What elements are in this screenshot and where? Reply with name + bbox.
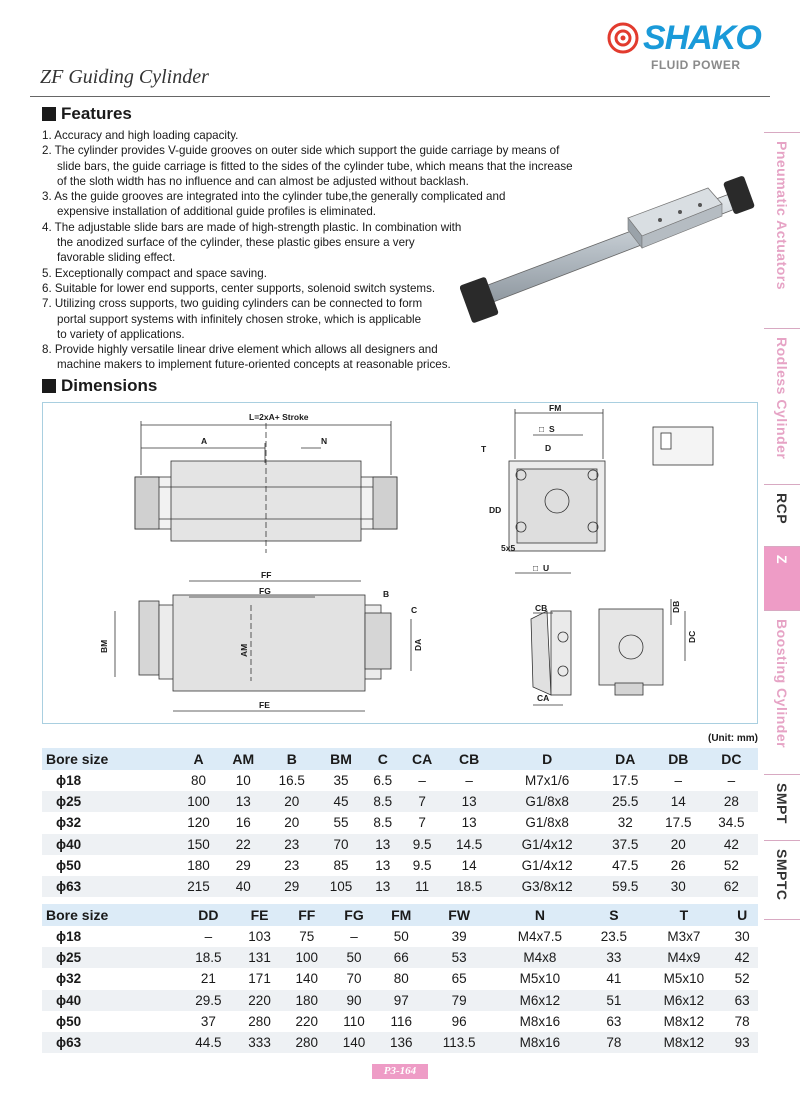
label-b: B xyxy=(383,589,390,599)
table-cell: 40 xyxy=(221,876,265,897)
table-row xyxy=(42,876,758,897)
label-cb: CB xyxy=(535,603,548,613)
label-d: D xyxy=(545,443,552,453)
table-row xyxy=(42,812,758,833)
table-cell: 8.5 xyxy=(373,815,393,831)
table-cell: 6.5 xyxy=(373,773,393,789)
label-am: AM xyxy=(239,643,249,657)
table-cell: 35 xyxy=(333,773,349,789)
table-cell: 65 xyxy=(451,971,467,987)
table-cell: 62 xyxy=(705,876,758,897)
table-cell: 17.5 xyxy=(612,773,639,789)
table-row xyxy=(42,968,758,989)
shako-logo-icon xyxy=(607,22,639,54)
header-divider xyxy=(30,96,770,97)
table-cell: 131 xyxy=(236,947,283,968)
table-cell: 75 xyxy=(299,929,315,945)
table-cell: 136 xyxy=(378,1032,425,1053)
tab-smpt[interactable]: SMPT xyxy=(764,774,800,840)
column-header: FM xyxy=(378,904,425,926)
table-cell: 93 xyxy=(726,1032,758,1053)
table-cell: M4x9 xyxy=(641,947,726,968)
table-cell: 180 xyxy=(283,990,330,1011)
table-cell: 42 xyxy=(726,947,758,968)
table-cell: ϕ63 xyxy=(42,876,176,897)
table-cell: 280 xyxy=(283,1032,330,1053)
table-cell: ϕ63 xyxy=(42,1032,181,1053)
dimension-drawing xyxy=(42,402,758,724)
table-cell: 9.5 xyxy=(402,834,443,855)
tab-pneumatic-actuators[interactable]: Pneumatic Actuators xyxy=(764,132,800,328)
table-cell: 9.5 xyxy=(412,857,432,873)
column-header: N xyxy=(494,904,587,926)
table-cell: 63 xyxy=(726,990,758,1011)
table-cell: M8x12 xyxy=(641,1032,726,1053)
unit-label: (Unit: mm) xyxy=(708,733,758,744)
table-cell: 140 xyxy=(330,1032,377,1053)
table-cell: 20 xyxy=(265,791,318,812)
table-cell: 22 xyxy=(221,834,265,855)
table-cell: 47.5 xyxy=(612,857,639,873)
table-cell: M4x8 xyxy=(494,947,587,968)
table-cell: ϕ40 xyxy=(42,990,181,1011)
table-cell: 180 xyxy=(187,857,210,873)
dimensions-heading: Dimensions xyxy=(42,376,157,396)
table-cell: ϕ32 xyxy=(56,815,82,831)
table-cell: G1/8x8 xyxy=(496,791,599,812)
table-cell: 80 xyxy=(393,971,409,987)
dimension-drawing-svg xyxy=(43,403,759,725)
product-image xyxy=(460,170,760,330)
label-db: DB xyxy=(671,600,681,613)
table-cell: 23 xyxy=(265,834,318,855)
table-cell: 70 xyxy=(346,971,362,987)
column-header: DB xyxy=(652,748,705,770)
tab-rodless-cylinder[interactable]: Rodless Cylinder xyxy=(764,328,800,484)
table-cell: 25.5 xyxy=(599,791,652,812)
brand-logo xyxy=(607,18,767,80)
table-cell: ϕ50 xyxy=(56,857,82,873)
table-cell: 13 xyxy=(364,834,402,855)
label-fe: FE xyxy=(259,700,270,710)
table-cell: – xyxy=(350,929,358,945)
table-cell: 29.5 xyxy=(181,990,236,1011)
table-cell: G1/4x12 xyxy=(521,857,573,873)
table-cell: 29 xyxy=(265,876,318,897)
table-cell: M5x10 xyxy=(519,971,561,987)
table-cell: 30 xyxy=(734,929,750,945)
table-cell: 150 xyxy=(176,834,221,855)
column-header: BM xyxy=(318,748,363,770)
table-cell: 52 xyxy=(723,857,739,873)
table-cell: M3x7 xyxy=(667,929,701,945)
table-cell: 28 xyxy=(705,791,758,812)
label-fm: FM xyxy=(549,403,562,413)
table-cell: 220 xyxy=(236,990,283,1011)
table-cell: 78 xyxy=(586,1032,641,1053)
table-cell: – xyxy=(465,773,473,789)
brand-subtitle: FLUID POWER xyxy=(651,58,741,72)
table-cell: 37.5 xyxy=(599,834,652,855)
label-square-u: □ xyxy=(533,563,539,573)
table-cell: 7 xyxy=(418,815,426,831)
column-header: S xyxy=(586,904,641,926)
label-square-s: □ xyxy=(539,424,545,434)
feature-item: 7. Utilizing cross supports, two guiding cylinders can be connected to form portal support systems with infinitely chosen stroke, which is applicable to variety of applications. xyxy=(42,297,423,341)
dimension-table-2 xyxy=(42,904,758,1053)
table-cell: 32 xyxy=(617,815,633,831)
label-ff: FF xyxy=(261,570,272,580)
table-cell: 59.5 xyxy=(599,876,652,897)
table-cell: 13 xyxy=(375,857,391,873)
table-cell: 39 xyxy=(451,929,467,945)
tab-rcp[interactable]: RCP xyxy=(764,484,800,546)
table-cell: 20 xyxy=(652,834,705,855)
table-cell: 23.5 xyxy=(600,929,628,945)
column-header: FG xyxy=(330,904,377,926)
table-cell: G1/8x8 xyxy=(525,815,569,831)
column-header: DD xyxy=(181,904,236,926)
column-header: U xyxy=(726,904,758,926)
table-cell: 33 xyxy=(586,947,641,968)
table-cell: 97 xyxy=(378,990,425,1011)
table-cell: 215 xyxy=(176,876,221,897)
table-cell: 110 xyxy=(343,1013,365,1029)
table-row xyxy=(42,770,758,791)
feature-item: 6. Suitable for lower end supports, center supports, solenoid switch systems. xyxy=(42,281,436,295)
label-fg: FG xyxy=(259,586,271,596)
feature-item: 1. Accuracy and high loading capacity. xyxy=(42,129,239,142)
table-cell: M8x16 xyxy=(494,1032,587,1053)
table-cell: 66 xyxy=(378,947,425,968)
table-row xyxy=(42,947,758,968)
table-cell: – xyxy=(727,773,736,789)
table-cell: 44.5 xyxy=(181,1032,236,1053)
table-cell: 90 xyxy=(330,990,377,1011)
table-cell: ϕ25 xyxy=(42,947,181,968)
table-cell: 16 xyxy=(235,815,251,831)
label-bm: BM xyxy=(99,639,109,653)
table-cell: 80 xyxy=(191,773,207,789)
table-cell: M7x1/6 xyxy=(525,773,570,789)
brand-name: SHAKO xyxy=(643,19,761,57)
column-header: T xyxy=(641,904,726,926)
table-cell: 21 xyxy=(200,971,216,987)
table-cell: 120 xyxy=(187,815,210,831)
table-cell: 13 xyxy=(364,876,402,897)
table-cell: 13 xyxy=(221,791,265,812)
label-n: N xyxy=(321,436,328,446)
category-sidebar xyxy=(764,132,800,920)
feature-item: 4. The adjustable slide bars are made of high-strength plastic. In combination with the anodized surface of the cylinder, these plastic gibes ensure a very favorable sliding effect. xyxy=(42,220,462,265)
label-dd: DD xyxy=(489,505,502,515)
table-cell: 17.5 xyxy=(665,815,692,831)
table-cell: 13 xyxy=(443,791,496,812)
table-cell: ϕ18 xyxy=(56,773,82,789)
table-cell: 23 xyxy=(284,857,300,873)
table-cell: 18.5 xyxy=(181,947,236,968)
table-cell: 220 xyxy=(295,1013,319,1029)
column-header: D xyxy=(496,748,599,770)
label-l: L=2xA+ Stroke xyxy=(249,412,309,422)
table-cell: 103 xyxy=(248,929,271,945)
table-cell: 333 xyxy=(236,1032,283,1053)
column-header: AM xyxy=(221,748,265,770)
table-cell: 41 xyxy=(606,971,622,987)
table-cell: 171 xyxy=(248,971,271,987)
tab-smptc[interactable]: SMPTC xyxy=(764,840,800,920)
column-header: CA xyxy=(402,748,443,770)
table-cell: M8x16 xyxy=(519,1013,561,1029)
features-heading: Features xyxy=(42,104,132,124)
table-cell: – xyxy=(204,929,213,945)
table-cell: M6x12 xyxy=(494,990,587,1011)
column-header: DA xyxy=(599,748,652,770)
table-cell: ϕ32 xyxy=(56,971,82,987)
table-row xyxy=(42,990,758,1011)
table-cell: 100 xyxy=(176,791,221,812)
table-cell: G1/4x12 xyxy=(496,834,599,855)
table-row xyxy=(42,926,758,947)
table-cell: 85 xyxy=(333,857,349,873)
column-header: Bore size xyxy=(42,748,176,770)
table-cell: 10 xyxy=(235,773,251,789)
table-cell: 29 xyxy=(235,857,251,873)
table-cell: 113.5 xyxy=(425,1032,494,1053)
table-row xyxy=(42,855,758,876)
label-da: DA xyxy=(413,638,423,651)
table-row xyxy=(42,1011,758,1032)
table-cell: 42 xyxy=(705,834,758,855)
table-cell: 37 xyxy=(200,1013,216,1029)
dimension-table-1 xyxy=(42,748,758,897)
page-number: P3-164 xyxy=(372,1064,428,1079)
label-5x5: 5x5 xyxy=(501,543,516,553)
table-cell: 34.5 xyxy=(718,815,745,831)
column-header: FF xyxy=(283,904,330,926)
table-cell: ϕ40 xyxy=(42,834,176,855)
table-cell: 14.5 xyxy=(443,834,496,855)
table-cell: M8x12 xyxy=(663,1013,705,1029)
table-cell: 78 xyxy=(734,1013,750,1029)
table-cell: 50 xyxy=(393,929,409,945)
table-cell: 105 xyxy=(318,876,363,897)
table-cell: 50 xyxy=(330,947,377,968)
table-cell: ϕ18 xyxy=(56,929,82,945)
table-cell: 79 xyxy=(425,990,494,1011)
table-cell: 53 xyxy=(425,947,494,968)
label-s: S xyxy=(549,424,555,434)
table-cell: 70 xyxy=(318,834,363,855)
table-cell: 96 xyxy=(451,1013,467,1029)
page-title: ZF Guiding Cylinder xyxy=(40,66,209,88)
tab-z[interactable]: Z xyxy=(764,546,800,610)
column-header: DC xyxy=(705,748,758,770)
table-cell: 14 xyxy=(461,857,477,873)
label-c: C xyxy=(411,605,418,615)
table-cell: G3/8x12 xyxy=(496,876,599,897)
label-ca: CA xyxy=(537,693,550,703)
table-cell: ϕ50 xyxy=(56,1013,82,1029)
table-cell: 7 xyxy=(402,791,443,812)
table-cell: 20 xyxy=(284,815,300,831)
feature-item: 2. The cylinder provides V-guide grooves on outer side which support the guide carriage by means of slide bars, the guide carriage is fitted to the sides of the cylinder tube, which means that the increase of the sloth width has no influence and can almost be adjusted without backlash. xyxy=(42,144,573,188)
label-u: U xyxy=(543,563,550,573)
column-header: A xyxy=(176,748,221,770)
table-row xyxy=(42,834,758,855)
table-cell: 8.5 xyxy=(364,791,402,812)
table-cell: 52 xyxy=(734,971,750,987)
table-cell: 63 xyxy=(606,1013,622,1029)
table-cell: 116 xyxy=(390,1013,412,1029)
table-cell: 30 xyxy=(652,876,705,897)
table-cell: – xyxy=(418,773,426,789)
table-cell: 280 xyxy=(248,1013,271,1029)
table-row xyxy=(42,1032,758,1053)
table-cell: 51 xyxy=(586,990,641,1011)
table-cell: 11 xyxy=(402,876,443,897)
table-row xyxy=(42,791,758,812)
table-cell: 100 xyxy=(283,947,330,968)
square-bullet-icon xyxy=(42,107,56,121)
table-cell: 45 xyxy=(318,791,363,812)
column-header: C xyxy=(364,748,402,770)
feature-item: 3. As the guide grooves are integrated into the cylinder tube,the generally complicated and expensive installation of additional guide profiles is eliminated. xyxy=(42,190,506,219)
table-cell: – xyxy=(674,773,683,789)
table-cell: 55 xyxy=(333,815,349,831)
table-cell: ϕ25 xyxy=(42,791,176,812)
label-t: T xyxy=(481,444,487,454)
table-cell: M5x10 xyxy=(663,971,705,987)
column-header: FW xyxy=(425,904,494,926)
column-header: FE xyxy=(236,904,283,926)
tab-boosting-cylinder[interactable]: Boosting Cylinder xyxy=(764,610,800,774)
feature-item: 8. Provide highly versatile linear drive element which allows all designers and machine makers to implement future-oriented concepts at reasonable prices. xyxy=(42,343,451,372)
label-a: A xyxy=(201,436,208,446)
table-cell: 13 xyxy=(461,815,477,831)
square-bullet-icon xyxy=(42,379,56,393)
table-cell: 18.5 xyxy=(443,876,496,897)
table-cell: 14 xyxy=(652,791,705,812)
column-header: CB xyxy=(443,748,496,770)
table-cell: 26 xyxy=(670,857,686,873)
label-dc: DC xyxy=(687,630,697,643)
column-header: Bore size xyxy=(42,904,181,926)
table-cell: M4x7.5 xyxy=(517,929,563,945)
column-header: B xyxy=(265,748,318,770)
table-cell: 140 xyxy=(295,971,319,987)
table-cell: 16.5 xyxy=(278,773,305,789)
table-cell: M6x12 xyxy=(641,990,726,1011)
feature-item: 5. Exceptionally compact and space saving. xyxy=(42,266,267,280)
